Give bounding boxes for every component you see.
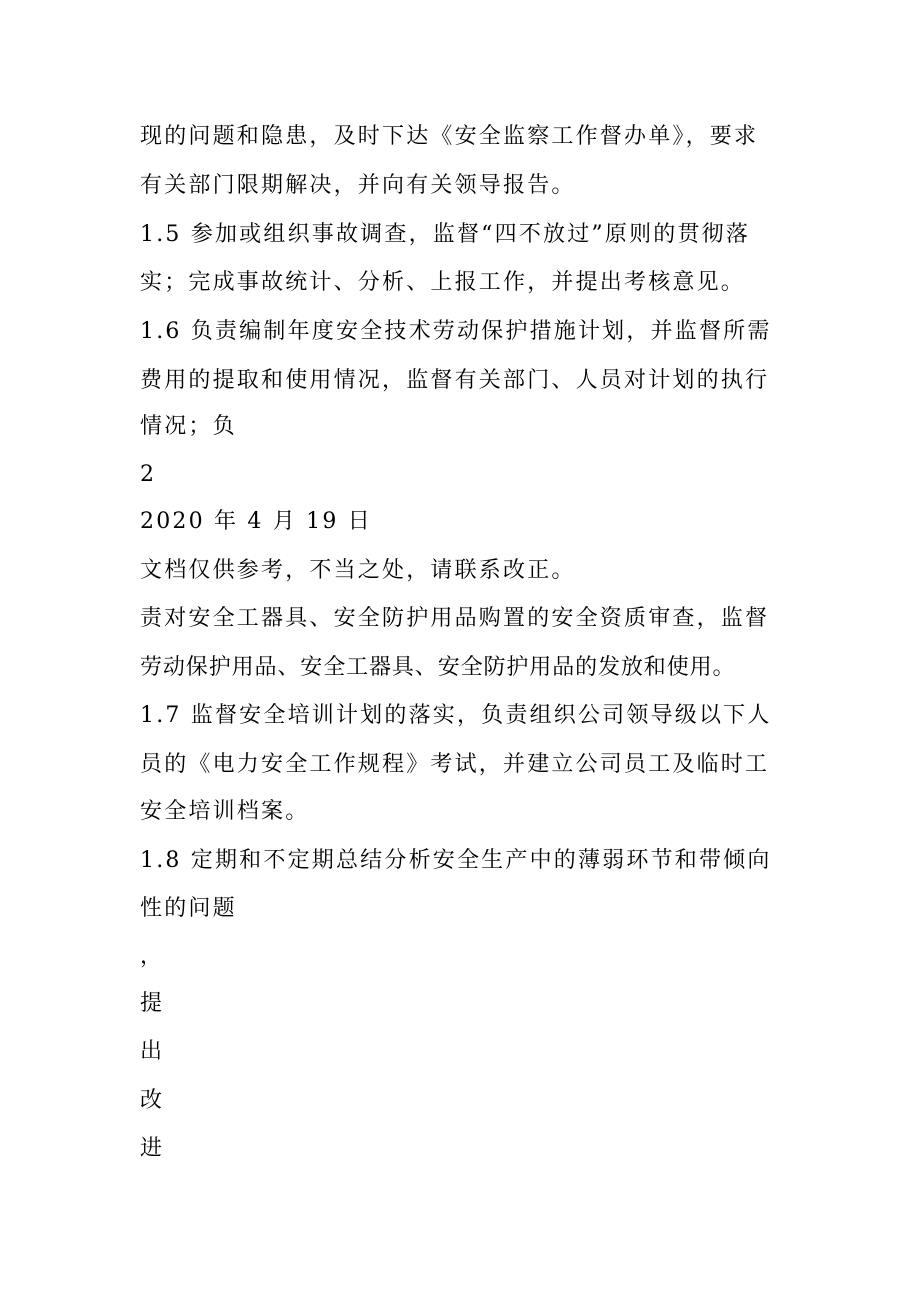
text-line: 责对安全工器具、安全防护用品购置的安全资质审查，监督	[140, 606, 770, 631]
text-line: 情况；负	[140, 414, 237, 439]
text-line: 1.8 定期和不定期总结分析安全生产中的薄弱环节和带倾向	[140, 848, 772, 873]
text-line: 进	[140, 1136, 165, 1161]
text-line: ，	[140, 944, 165, 969]
text-line: 劳动保护用品、安全工器具、安全防护用品的发放和使用。	[140, 655, 736, 680]
text-line: 实；完成事故统计、分析、上报工作，并提出考核意见。	[140, 270, 746, 295]
text-line: 安全培训档案。	[140, 799, 310, 824]
text-line: 提	[140, 991, 165, 1016]
page-number: 2	[140, 462, 157, 487]
disclaimer-text: 文档仅供参考，不当之处，请联系改正。	[140, 558, 576, 583]
text-line: 1.6 负责编制年度安全技术劳动保护措施计划，并监督所需	[140, 319, 772, 344]
text-line: 1.5 参加或组织事故调查，监督“四不放过”原则的贯彻落	[140, 222, 751, 247]
text-line: 改	[140, 1088, 165, 1113]
text-line: 性的问题	[140, 896, 237, 921]
text-line: 费用的提取和使用情况，监督有关部门、人员对计划的执行	[140, 368, 770, 393]
document-date: 2020 年 4 月 19 日	[140, 509, 372, 534]
text-line: 有关部门限期解决，并向有关领导报告。	[140, 173, 576, 198]
text-line: 1.7 监督安全培训计划的落实，负责组织公司领导级以下人	[140, 703, 772, 728]
text-line: 员的《电力安全工作规程》考试，并建立公司员工及临时工	[140, 752, 770, 777]
text-line: 出	[140, 1039, 165, 1064]
text-line: 现的问题和隐患，及时下达《安全监察工作督办单》，要求	[140, 124, 759, 149]
